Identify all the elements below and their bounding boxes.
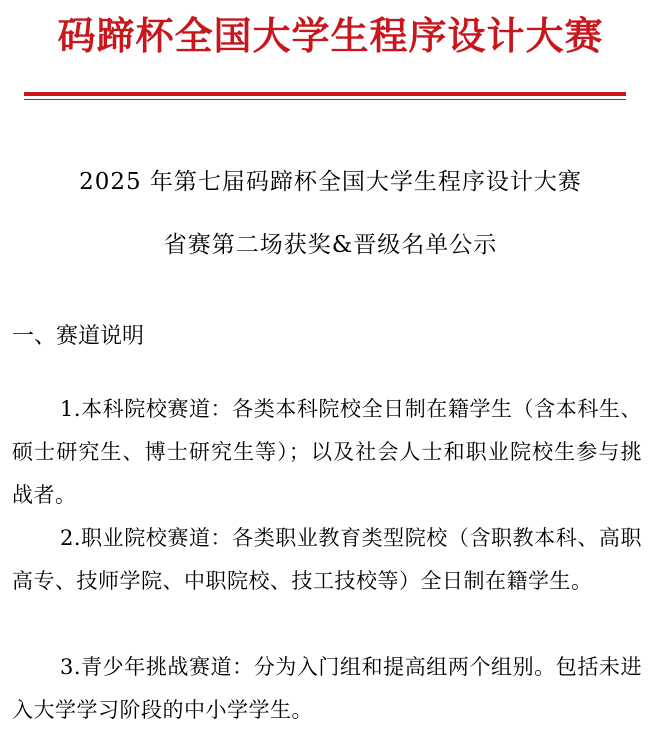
- document-title: 2025 年第七届码蹄杯全国大学生程序设计大赛: [79, 169, 582, 195]
- track-description-youth: 3.青少年挑战赛道：分为入门组和提高组两个组别。包括未进入大学学习阶段的中小学学生。: [12, 655, 642, 722]
- header-rule-thin: [24, 99, 626, 100]
- section-heading: 一、赛道说明: [12, 324, 145, 349]
- track-description-undergraduate: 1.本科院校赛道：各类本科院校全日制在籍学生（含本科生、硕士研究生、博士研究生等）；以及社会人士和职业院校生参与挑战者。: [12, 397, 642, 507]
- header-rule-thick: [24, 92, 626, 96]
- document-subtitle: 省赛第二场获奖&晋级名单公示: [163, 232, 498, 258]
- masthead-title: 码蹄杯全国大学生程序设计大赛: [57, 14, 604, 58]
- track-description-vocational: 2.职业院校赛道：各类职业教育类型院校（含职教本科、高职高专、技师学院、中职院校、技工技校等）全日制在籍学生。: [12, 526, 642, 593]
